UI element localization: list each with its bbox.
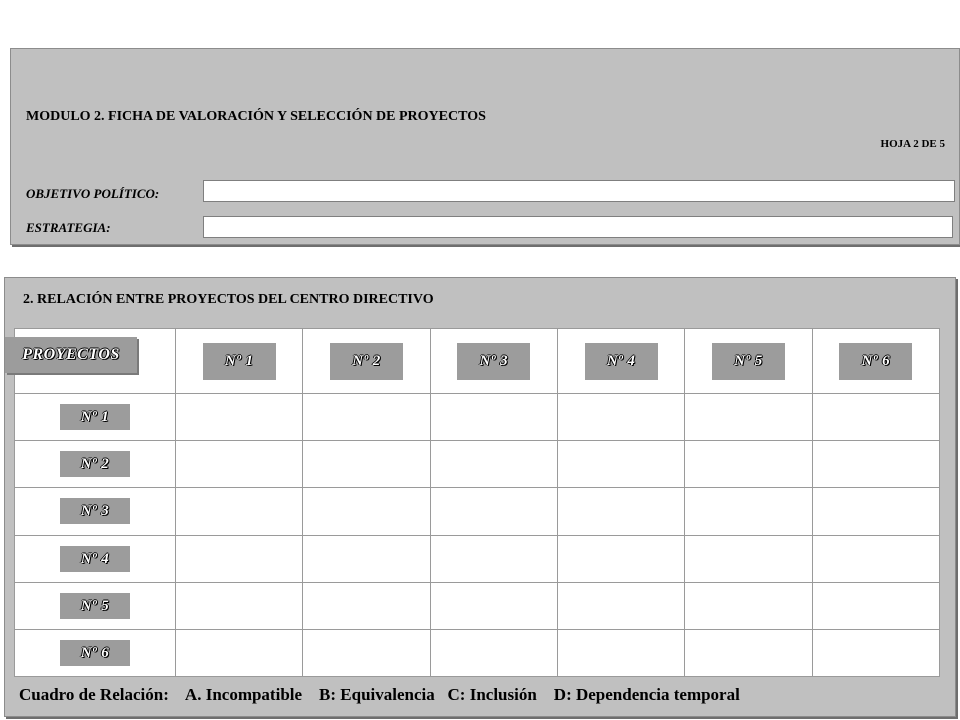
column-header-1: Nº 1 — [203, 343, 276, 380]
row-header-6: Nº 6 — [60, 640, 130, 666]
row-header-cell — [15, 488, 176, 535]
relation-cell[interactable] — [685, 629, 812, 676]
relation-cell[interactable] — [557, 394, 684, 441]
column-header-cell — [176, 329, 303, 394]
row-header-cell — [15, 582, 176, 629]
column-header-cell — [303, 329, 430, 394]
column-header-2: Nº 2 — [330, 343, 403, 380]
column-header-6: Nº 6 — [839, 343, 912, 380]
module-title: MODULO 2. FICHA DE VALORACIÓN Y SELECCIÓN DE PROYECTOS — [26, 109, 486, 124]
table-row — [15, 535, 940, 582]
relation-cell[interactable] — [557, 441, 684, 488]
relation-cell[interactable] — [303, 441, 430, 488]
column-header-cell — [812, 329, 939, 394]
table-row — [15, 629, 940, 676]
relation-cell[interactable] — [430, 488, 557, 535]
relation-cell[interactable] — [303, 629, 430, 676]
relation-cell[interactable] — [303, 535, 430, 582]
header-panel — [10, 48, 960, 245]
sheet-indicator: HOJA 2 DE 5 — [880, 138, 945, 150]
column-header-3: Nº 3 — [457, 343, 530, 380]
column-header-cell — [685, 329, 812, 394]
row-header-2: Nº 2 — [60, 451, 130, 477]
relation-cell[interactable] — [176, 394, 303, 441]
legend-a: A. Incompatible — [184, 685, 303, 704]
relation-cell[interactable] — [557, 535, 684, 582]
table-row — [15, 582, 940, 629]
table-row — [15, 488, 940, 535]
relation-cell[interactable] — [176, 441, 303, 488]
relation-cell[interactable] — [176, 488, 303, 535]
relation-cell[interactable] — [812, 441, 939, 488]
relation-matrix — [14, 328, 940, 677]
legend-d: D: Dependencia temporal — [553, 685, 740, 704]
corner-cell — [15, 329, 176, 394]
relation-panel — [4, 277, 956, 717]
legend-label: Cuadro de Relación: — [19, 685, 169, 704]
table-row — [15, 394, 940, 441]
relation-cell[interactable] — [430, 629, 557, 676]
relation-cell[interactable] — [430, 582, 557, 629]
relation-cell[interactable] — [812, 488, 939, 535]
relation-cell[interactable] — [430, 535, 557, 582]
relation-cell[interactable] — [176, 629, 303, 676]
objetivo-politico-field[interactable] — [203, 180, 955, 202]
row-header-cell — [15, 394, 176, 441]
objetivo-politico-label: OBJETIVO POLÍTICO: — [26, 186, 160, 201]
relation-cell[interactable] — [812, 629, 939, 676]
relation-cell[interactable] — [430, 394, 557, 441]
column-header-cell — [557, 329, 684, 394]
relation-cell[interactable] — [176, 535, 303, 582]
relation-cell[interactable] — [812, 394, 939, 441]
proyectos-header: PROYECTOS — [5, 337, 137, 373]
row-header-3: Nº 3 — [60, 498, 130, 524]
relation-cell[interactable] — [685, 582, 812, 629]
relation-cell[interactable] — [685, 488, 812, 535]
header-row — [15, 329, 940, 394]
relation-cell[interactable] — [303, 582, 430, 629]
legend-c: C: Inclusión — [447, 685, 537, 704]
row-header-cell — [15, 535, 176, 582]
relation-cell[interactable] — [557, 629, 684, 676]
relation-cell[interactable] — [685, 441, 812, 488]
relation-cell[interactable] — [176, 582, 303, 629]
relation-legend — [19, 685, 740, 705]
relation-cell[interactable] — [812, 582, 939, 629]
section-title: 2. RELACIÓN ENTRE PROYECTOS DEL CENTRO DIRECTIVO — [23, 292, 434, 307]
relation-cell[interactable] — [812, 535, 939, 582]
estrategia-label: ESTRATEGIA: — [26, 220, 111, 235]
relation-cell[interactable] — [557, 582, 684, 629]
relation-cell[interactable] — [430, 441, 557, 488]
column-header-5: Nº 5 — [712, 343, 785, 380]
column-header-4: Nº 4 — [585, 343, 658, 380]
table-row — [15, 441, 940, 488]
estrategia-field[interactable] — [203, 216, 953, 238]
row-header-5: Nº 5 — [60, 593, 130, 619]
relation-cell[interactable] — [303, 394, 430, 441]
row-header-4: Nº 4 — [60, 546, 130, 572]
relation-cell[interactable] — [303, 488, 430, 535]
relation-cell[interactable] — [685, 394, 812, 441]
row-header-cell — [15, 629, 176, 676]
row-header-cell — [15, 441, 176, 488]
column-header-cell — [430, 329, 557, 394]
legend-b: B: Equivalencia — [319, 685, 435, 704]
row-header-1: Nº 1 — [60, 404, 130, 430]
relation-cell[interactable] — [557, 488, 684, 535]
relation-cell[interactable] — [685, 535, 812, 582]
